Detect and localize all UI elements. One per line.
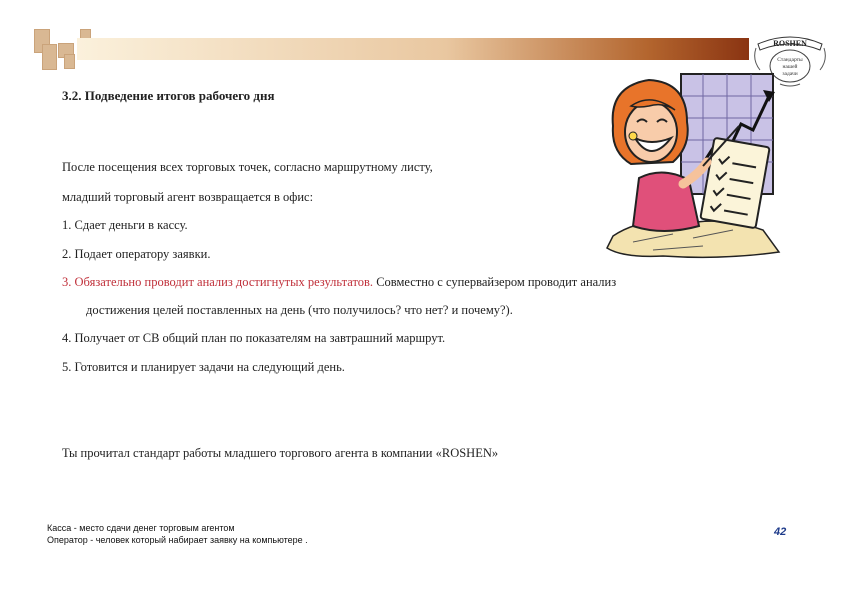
footnote-cashier: Касса - место сдачи денег торговым агентом <box>47 523 235 533</box>
list-item-2: 2. Подает оператору заявки. <box>62 247 211 261</box>
svg-text:задачи: задачи <box>782 71 798 77</box>
header-bar <box>77 38 749 60</box>
decor-square <box>64 54 75 69</box>
footnote-operator: Оператор - человек который набирает заявку на компьютере . <box>47 535 308 545</box>
decor-square <box>42 44 57 70</box>
list-item-3-rest: Совместно с супервайзером проводит анализ <box>373 275 617 289</box>
list-item-4: 4. Получает от СВ общий план по показателям на завтрашний маршрут. <box>62 331 446 345</box>
svg-text:нашей: нашей <box>782 64 798 70</box>
page-number: 42 <box>774 526 787 538</box>
svg-text:Стандарты: Стандарты <box>777 57 803 63</box>
businesswoman-illustration <box>603 66 783 262</box>
list-item-1: 1. Сдает деньги в кассу. <box>62 218 188 232</box>
logo-brand-text: ROSHEN <box>773 39 807 48</box>
list-item-5: 5. Готовится и планирует задачи на следующий день. <box>62 360 345 374</box>
closing-line: Ты прочитал стандарт работы младшего торгового агента в компании «ROSHEN» <box>62 446 499 460</box>
slide-title: 3.2. Подведение итогов рабочего дня <box>62 88 275 103</box>
list-item-3-highlight: 3. Обязательно проводит анализ достигнутых результатов. <box>62 275 374 289</box>
intro-line-2: младший торговый агент возвращается в офис: <box>62 190 314 204</box>
list-item-3-continuation: достижения целей поставленных на день (что получилось? что нет? и почему?). <box>86 303 513 317</box>
list-item-3 <box>62 275 616 290</box>
intro-line-1: После посещения всех торговых точек, согласно маршрутному листу, <box>62 160 433 174</box>
